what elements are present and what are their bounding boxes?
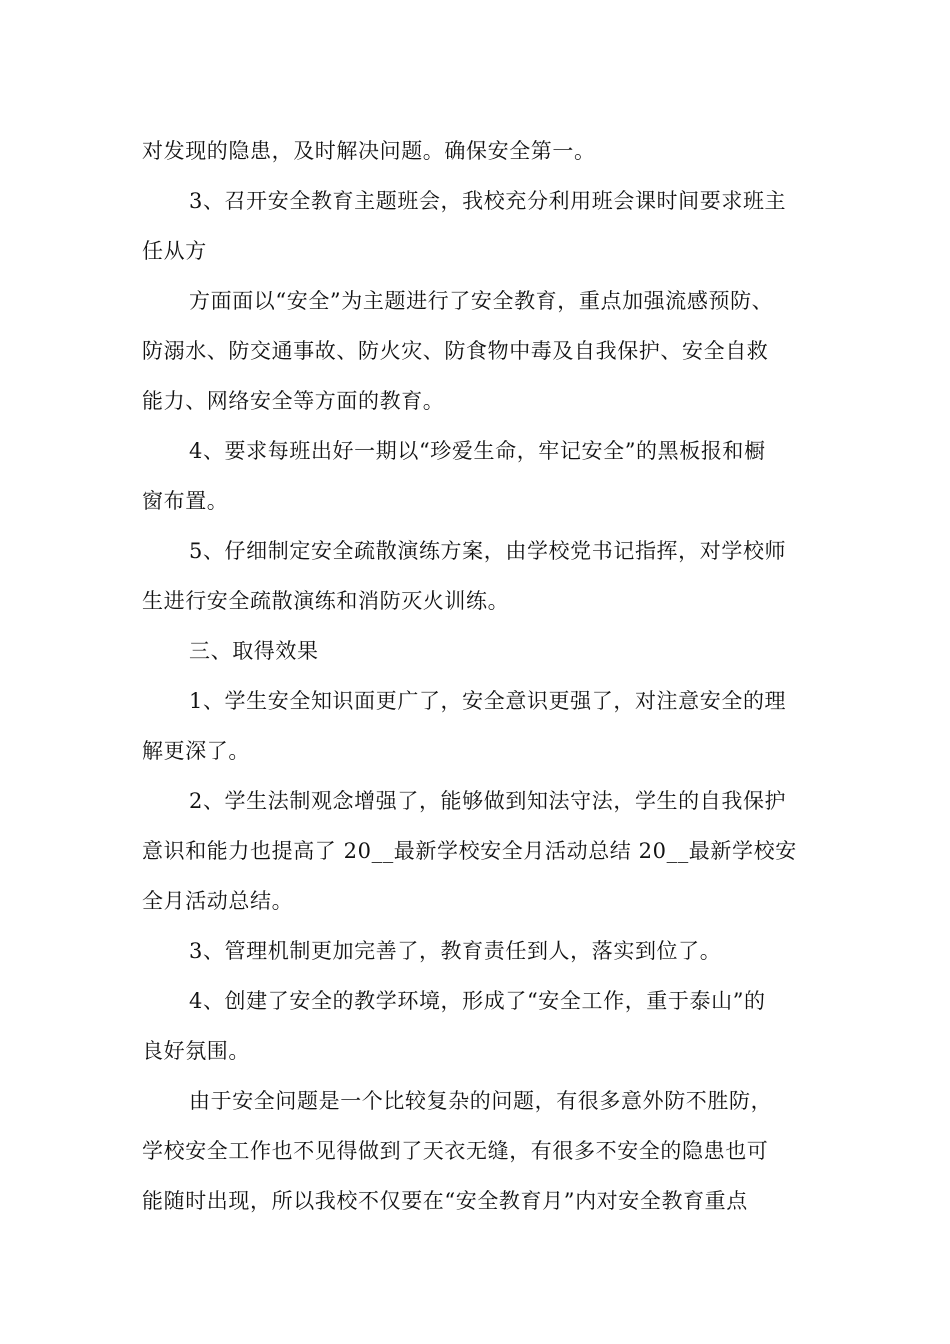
text-line: 1、学生安全知识面更广了，安全意识更强了，对注意安全的理	[189, 689, 787, 713]
text-line: 任从方	[142, 239, 207, 263]
text-line: 良好氛围。	[142, 1039, 250, 1063]
text-line: 3、召开安全教育主题班会，我校充分利用班会课时间要求班主	[189, 189, 787, 213]
text-line: 意识和能力也提高了 20__最新学校安全月活动总结 20__最新学校安	[142, 839, 797, 863]
text-line: 生进行安全疏散演练和消防灭火训练。	[142, 589, 510, 613]
text-line: 4、要求每班出好一期以“珍爱生命，牢记安全”的黑板报和橱	[189, 439, 766, 463]
text-line: 窗布置。	[142, 489, 229, 513]
text-line: 防溺水、防交通事故、防火灾、防食物中毒及自我保护、安全自救	[142, 339, 769, 363]
text-line: 能随时出现，所以我校不仅要在“安全教育月”内对安全教育重点	[142, 1189, 748, 1213]
text-line: 2、学生法制观念增强了，能够做到知法守法，学生的自我保护	[189, 789, 787, 813]
text-line: 5、仔细制定安全疏散演练方案，由学校党书记指挥，对学校师	[189, 539, 787, 563]
text-line: 全月活动总结。	[142, 889, 294, 913]
text-line: 能力、网络安全等方面的教育。	[142, 389, 445, 413]
text-line: 学校安全工作也不见得做到了天衣无缝，有很多不安全的隐患也可	[142, 1139, 769, 1163]
text-line: 对发现的隐患，及时解决问题。确保安全第一。	[142, 139, 596, 163]
section-heading: 三、取得效果	[189, 639, 319, 663]
text-line: 4、创建了安全的教学环境，形成了“安全工作，重于泰山”的	[189, 989, 766, 1013]
text-line: 方面面以“安全”为主题进行了安全教育，重点加强流感预防、	[189, 289, 774, 313]
text-line: 解更深了。	[142, 739, 250, 763]
text-line: 由于安全问题是一个比较复杂的问题，有很多意外防不胜防，	[189, 1089, 773, 1113]
text-line: 3、管理机制更加完善了，教育责任到人，落实到位了。	[189, 939, 722, 963]
